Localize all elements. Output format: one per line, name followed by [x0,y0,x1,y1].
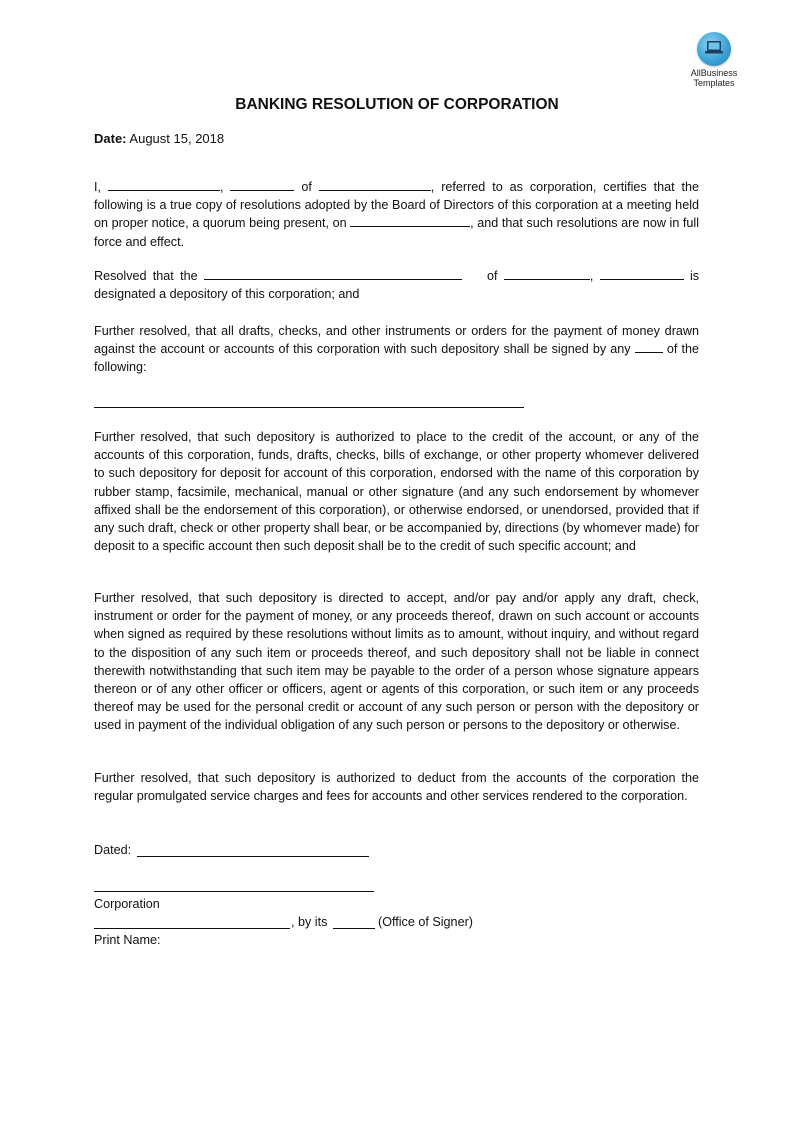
signer-line[interactable] [94,928,290,929]
paragraph-payment-authorization: Further resolved, that such depository is directed to accept, and/or pay and/or apply any draft, check, instrument or order for the payment of money, or any proceeds thereof, drawn on such account or accounts when signed as required by these resolutions without limits as to amount, without inquiry, and without regard to the disposition of any such item or proceeds thereof, and such depository shall not be liable in connect therewith notwithstanding that such item may be payable to the order of a person whose signature appears thereon or of any other officer or officers, agent or agents of this corporation, or such item or any proceeds thereof may be used for the personal credit or account of any such person or person with the depository or used in payment of the individual obligation of any such person or persons to the depository or otherwise. [94,591,699,733]
number-of-signers-blank[interactable] [635,340,663,353]
name-blank[interactable] [108,178,220,191]
corporation-blank[interactable] [319,178,431,191]
p1-of: of [301,180,312,194]
office-of-signer-label: (Office of Signer) [378,915,473,929]
p3-start: Further resolved, that all drafts, checks, and other instruments or orders for the payment of money drawn against the account or accounts of this corporation with such depository shall be signed by any [94,324,699,357]
p1-rest2: , and that such resolutions are now in full force and effect. [94,216,700,249]
p2-end: is designated a depository of this corporation; and [94,269,700,302]
p2-start: Resolved that the [94,269,198,283]
p2-comma: , [589,269,594,283]
brand-logo [682,32,746,88]
date-value: August 15, 2018 [129,131,225,146]
date-line [94,131,224,146]
date-label: Date: [94,131,127,146]
corporation-label: Corporation [94,897,160,911]
meeting-date-blank[interactable] [350,214,470,227]
signers-list-line[interactable] [94,407,524,408]
by-its-label: , by its [291,915,328,929]
dated-label: Dated: [94,843,132,857]
logo-text [682,68,746,88]
paragraph-deposit-authorization: Further resolved, that such depository is authorized to place to the credit of the account, or any of the accounts of this corporation, funds, drafts, checks, bills of exchange, or other property whomever delivered to such depository for deposit for account of this corporation, endorsed with the name of this corporation by rubber stamp, facsimile, mechanical, manual or other signature (and any such endorsement by whomever affixed shall be the endorsement of this corporation), or otherwise endorsed, or unendorsed, provided that if any such draft, check or other property shall bear, or be accompanied by, directions (by whomever made) for deposit to a specific account then such deposit shall be to the credit of such specific account; and [94,430,699,554]
logo-line2: Templates [693,78,735,88]
paragraph-depository [94,267,699,303]
title-blank[interactable] [230,178,294,191]
laptop-icon [697,32,731,66]
bank-state-blank[interactable] [600,267,684,280]
p2-of: of [487,269,498,283]
paragraph-certification [94,178,699,251]
bank-city-blank[interactable] [504,267,590,280]
p1-start: I, [94,180,101,194]
paragraph-service-charges: Further resolved, that such depository is authorized to deduct from the accounts of the corporation the regular promulgated service charges and fees for accounts and other services rendered to the corporation. [94,771,699,804]
p1-rest1: , referred to as corporation, certifies that the following is a true copy of resolutions adopted by the Board of Directors of this corporation at a meeting held on proper notice, a quorum being present, on [94,180,700,231]
logo-line1: AllBusiness [690,68,738,78]
dated-line[interactable] [137,856,369,857]
paragraph-signatures [94,322,699,377]
p1-comma: , [219,180,224,194]
print-name-label: Print Name: [94,933,161,947]
bank-name-blank[interactable] [204,267,462,280]
document-title: BANKING RESOLUTION OF CORPORATION [235,96,559,113]
corporation-signature-line[interactable] [94,891,374,892]
office-line[interactable] [333,928,375,929]
p3-end: of the following: [94,342,700,375]
